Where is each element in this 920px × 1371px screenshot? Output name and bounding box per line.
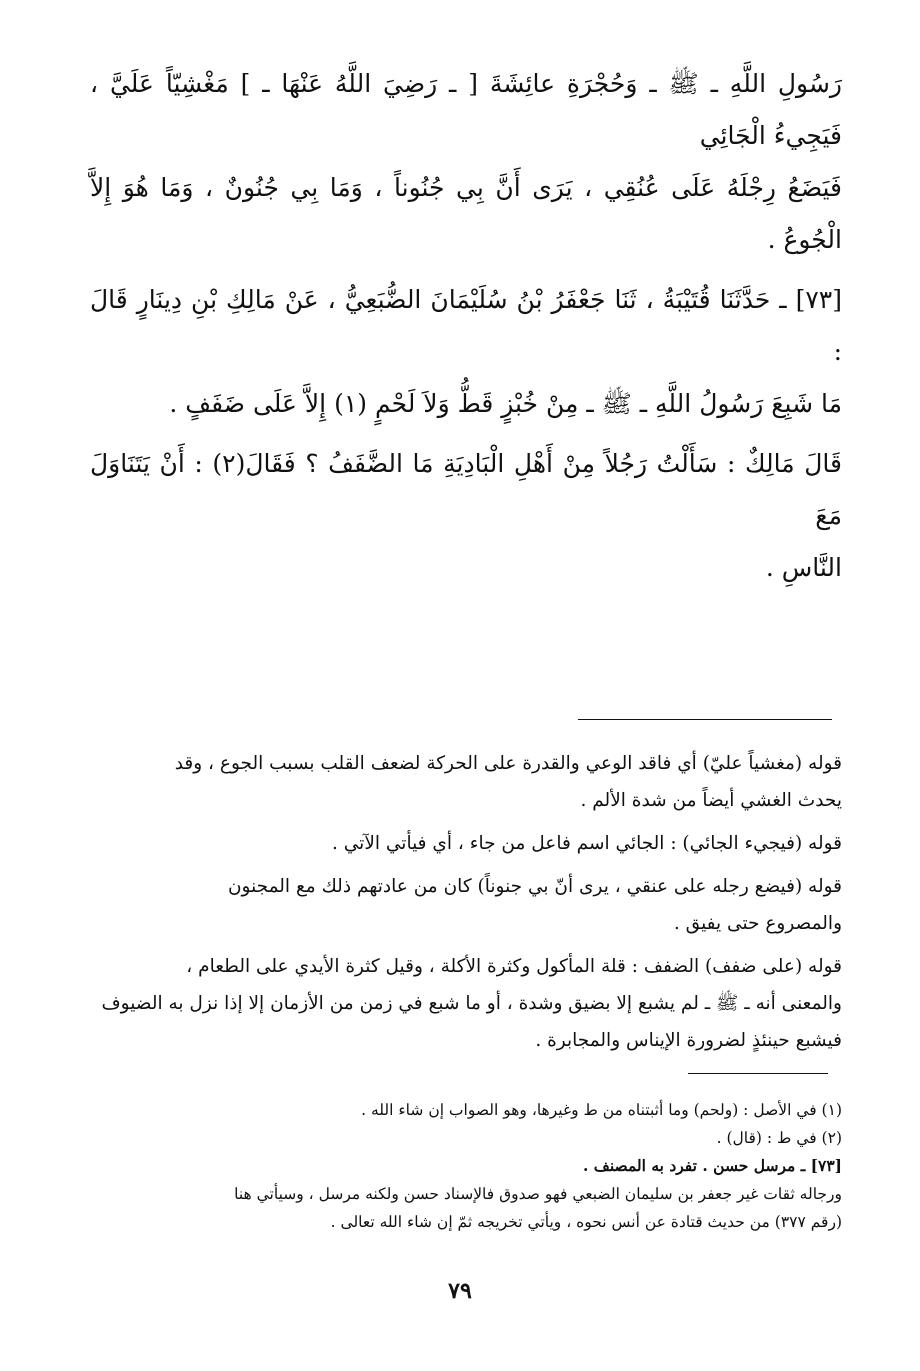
commentary-line: فيشبع حينئذٍ لضرورة الإيناس والمجابرة . [535, 1030, 842, 1051]
main-line: قَالَ مَالِكٌ : سَأَلْتُ رَجُلاً مِنْ أَهْلِ الْبَادِيَةِ مَا الضَّفَفُ ؟ فَقَالَ(٢) : أَنْ يَتَنَاوَلَ مَعَ [90, 449, 842, 530]
commentary-line: يحدث الغشي أيضاً من شدة الألم . [580, 790, 842, 811]
commentary-line: قوله (فيضع رجله على عنقي ، يرى أنّ بي جنوناً) كان من عادتهم ذلك مع المجنون [227, 876, 842, 897]
footnote-line: (رقم ٣٧٧) من حديث قتادة عن أنس نحوه ، ويأتي تخريجه ثمّ إن شاء الله تعالى . [330, 1213, 842, 1231]
footnote-line: (٢) في ط : (قال) . [716, 1129, 842, 1147]
main-line: رَسُولِ اللَّهِ ـ ﷺ ـ وَحُجْرَةِ عائِشَةَ [ ـ رَضِيَ اللَّهُ عَنْهَا ـ ] مَغْشِيّاً عَلَيَّ ، فَيَجِيءُ الْجَائِي [90, 69, 842, 150]
commentary-notes [80, 745, 842, 1059]
page-number: ٧٩ [448, 1278, 472, 1304]
main-line: مَا شَبِعَ رَسُولُ اللَّهِ ـ ﷺ ـ مِنْ خُبْزٍ قَطُّ وَلاَ لَحْمٍ (١) إِلاَّ عَلَى ضَفَفٍ . [169, 389, 842, 418]
main-hadith-text [90, 58, 842, 594]
footnote-line: [٧٣] ـ مرسل حسن . تفرد به المصنف . [582, 1156, 842, 1175]
footnote-line: ورجاله ثقات غير جعفر بن سليمان الضبعي فهو صدوق فالإسناد حسن ولكنه مرسل ، وسيأتي هنا [234, 1185, 842, 1203]
commentary-line: والمعنى أنه ـ ﷺ ـ لم يشبع إلا بضيق وشدة ، أو ما شبع في زمن من الأزمان إلا إذا نزل به الضيوف [101, 993, 842, 1014]
commentary-line: قوله (فيجيء الجائي) : الجائي اسم فاعل من جاء ، أي فيأتي الآتي . [331, 833, 842, 854]
footnotes [80, 1096, 842, 1236]
commentary-line: قوله (على ضفف) الضفف : قلة المأكول وكثرة الأكلة ، وقيل كثرة الأيدي على الطعام ، [186, 956, 842, 977]
commentary-line: قوله (مغشياً عليّ) أي فاقد الوعي والقدرة على الحركة لضعف القلب بسبب الجوع ، وقد [174, 753, 842, 774]
commentary-divider [578, 719, 832, 720]
hadith-73-line: [٧٣] ـ حَدَّثَنَا قُتَيْبَةُ ، ثَنَا جَعْفَرُ بْنُ سُلَيْمَانَ الضُّبَعِيُّ ، عَنْ مَالِكِ بْنِ دِينَارٍ قَالَ : [90, 285, 842, 366]
footnote-line: (١) في الأصل : (ولحم) وما أثبتناه من ط وغيرها، وهو الصواب إن شاء الله . [361, 1101, 842, 1119]
main-line: فَيَضَعُ رِجْلَهُ عَلَى عُنُقِي ، يَرَى أَنَّ بِي جُنُوناً ، وَمَا بِي جُنُونٌ ، وَمَا هُوَ إِلاَّ الْجُوعُ . [90, 173, 842, 254]
main-line: النَّاسِ . [765, 553, 842, 582]
commentary-line: والمصروع حتى يفيق . [673, 913, 842, 934]
footnote-divider [688, 1073, 828, 1074]
